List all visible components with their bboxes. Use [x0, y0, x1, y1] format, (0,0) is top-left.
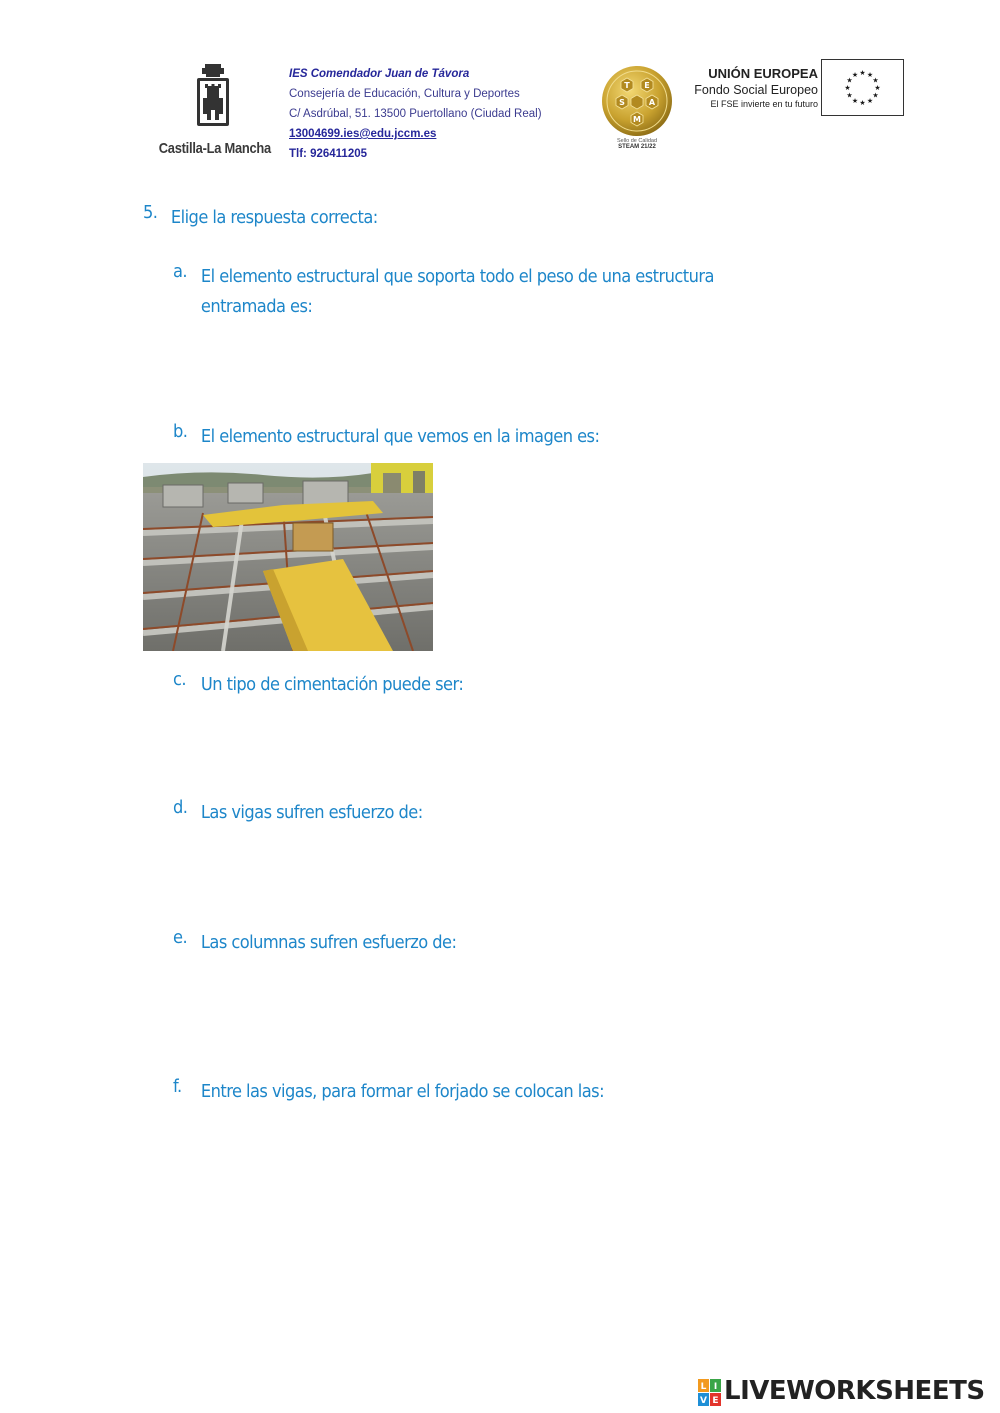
question-text: Las vigas sufren esfuerzo de:: [200, 803, 423, 823]
svg-text:★: ★: [866, 97, 874, 105]
svg-text:★: ★: [872, 91, 879, 100]
question-text: El elemento estructural que vemos en la imagen es:: [200, 427, 600, 447]
question-d: [173, 798, 731, 828]
steam-seal-line1: Sello de Calidad: [616, 138, 658, 144]
eu-text-block: [680, 66, 818, 110]
email-link[interactable]: 13004699.ies@edu.jccm.es: [289, 128, 437, 140]
question-letter: a.: [173, 262, 188, 282]
eu-title: UNIÓN EUROPEA: [708, 66, 818, 81]
steam-letter: M: [633, 115, 641, 124]
steam-quality-seal: [600, 64, 674, 160]
svg-text:★: ★: [866, 71, 874, 79]
svg-text:★: ★: [874, 84, 881, 92]
eu-slogan: El FSE invierte en tu futuro: [710, 99, 818, 109]
steam-letter: E: [644, 81, 650, 90]
steam-seal-caption: [600, 138, 674, 150]
region-logo-text: Castilla-La Mancha: [158, 140, 271, 157]
badge-letter: I: [713, 1382, 718, 1392]
concrete-slab-image: [143, 463, 433, 651]
svg-text:★: ★: [846, 91, 853, 100]
question-text-line2: entramada es:: [200, 297, 313, 317]
department-text: Consejería de Educación, Cultura y Deportes: [289, 88, 520, 100]
phone-text: Tlf: 926411205: [289, 148, 368, 160]
steam-seal-line2: STEAM 21/22: [618, 144, 656, 150]
eu-fund: Fondo Social Europeo: [694, 83, 818, 97]
eu-stars-icon: [822, 60, 903, 115]
exercise-heading: [143, 203, 701, 233]
slab-construction-photo: [143, 463, 433, 651]
question-letter: f.: [173, 1077, 182, 1097]
svg-text:★: ★: [844, 84, 851, 92]
steam-letter: T: [624, 81, 630, 90]
badge-letter: V: [700, 1396, 707, 1406]
question-letter: d.: [173, 798, 188, 818]
liveworksheets-badge-icon: [698, 1379, 722, 1407]
question-a: [173, 262, 805, 324]
svg-text:★: ★: [872, 76, 879, 85]
question-text: [201, 262, 714, 322]
question-text-line1: El elemento estructural que soporta todo el peso de una estructura: [200, 267, 714, 287]
svg-text:★: ★: [851, 71, 859, 79]
steam-letter: A: [648, 98, 656, 107]
steam-seal-icon: [600, 64, 674, 138]
svg-text:★: ★: [859, 69, 866, 77]
question-text: Entre las vigas, para formar el forjado se colocan las:: [200, 1082, 605, 1102]
school-info: [289, 64, 542, 164]
svg-text:★: ★: [859, 99, 866, 107]
exercise-instruction: Elige la respuesta correcta:: [170, 208, 378, 228]
question-text: Las columnas sufren esfuerzo de:: [200, 933, 457, 953]
castilla-la-mancha-logo: [150, 62, 275, 162]
question-f: [173, 1077, 768, 1107]
question-c: [173, 670, 731, 700]
question-letter: b.: [173, 422, 188, 442]
svg-text:★: ★: [851, 97, 859, 105]
question-letter: c.: [173, 670, 187, 690]
castle-crest-icon: [183, 62, 243, 134]
exercise-number: 5.: [143, 203, 158, 223]
eu-flag: [821, 59, 904, 116]
svg-text:★: ★: [846, 76, 853, 85]
question-letter: e.: [173, 928, 188, 948]
question-e: [173, 928, 731, 958]
badge-letter: L: [700, 1382, 707, 1392]
liveworksheets-wordmark: LIVEWORKSHEETS: [724, 1376, 985, 1406]
school-name: IES Comendador Juan de Távora: [289, 68, 470, 80]
steam-letter: S: [619, 98, 625, 107]
badge-letter: E: [712, 1396, 719, 1406]
address-text: C/ Asdrúbal, 51. 13500 Puertollano (Ciudad Real): [289, 108, 542, 120]
question-text: Un tipo de cimentación puede ser:: [200, 675, 464, 695]
question-b: [173, 422, 731, 452]
